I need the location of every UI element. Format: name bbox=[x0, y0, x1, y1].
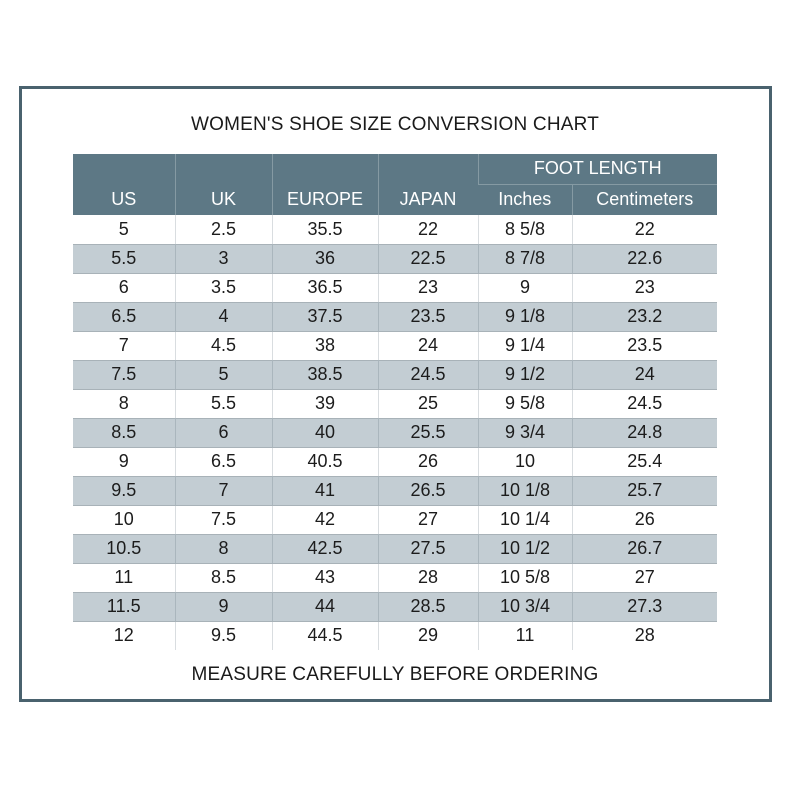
col-header-us: US bbox=[73, 154, 175, 215]
table-cell: 5.5 bbox=[73, 244, 175, 273]
table-cell: 24 bbox=[378, 331, 478, 360]
table-cell: 36.5 bbox=[272, 273, 378, 302]
table-cell: 29 bbox=[378, 621, 478, 650]
table-cell: 23 bbox=[378, 273, 478, 302]
table-cell: 27.3 bbox=[572, 592, 717, 621]
table-row bbox=[73, 360, 717, 389]
table-cell: 9 1/4 bbox=[478, 331, 572, 360]
table-cell: 10 bbox=[478, 447, 572, 476]
table-row bbox=[73, 476, 717, 505]
table-cell: 37.5 bbox=[272, 302, 378, 331]
table-cell: 24.5 bbox=[572, 389, 717, 418]
table-cell: 6.5 bbox=[175, 447, 272, 476]
table-cell: 9 bbox=[175, 592, 272, 621]
table-cell: 35.5 bbox=[272, 215, 378, 244]
table-cell: 28 bbox=[378, 563, 478, 592]
table-cell: 11 bbox=[73, 563, 175, 592]
table-cell: 6 bbox=[73, 273, 175, 302]
table-cell: 27 bbox=[572, 563, 717, 592]
table-cell: 8 5/8 bbox=[478, 215, 572, 244]
table-cell: 22 bbox=[378, 215, 478, 244]
table-cell: 5 bbox=[175, 360, 272, 389]
table-cell: 10 1/8 bbox=[478, 476, 572, 505]
table-cell: 23.5 bbox=[378, 302, 478, 331]
table-cell: 9 1/2 bbox=[478, 360, 572, 389]
table-cell: 10.5 bbox=[73, 534, 175, 563]
table-cell: 9.5 bbox=[73, 476, 175, 505]
table-cell: 22.5 bbox=[378, 244, 478, 273]
table-cell: 23.2 bbox=[572, 302, 717, 331]
table-cell: 6.5 bbox=[73, 302, 175, 331]
table-cell: 8.5 bbox=[175, 563, 272, 592]
table-row bbox=[73, 447, 717, 476]
table-cell: 10 1/4 bbox=[478, 505, 572, 534]
table-cell: 10 5/8 bbox=[478, 563, 572, 592]
table-row bbox=[73, 534, 717, 563]
table-cell: 2.5 bbox=[175, 215, 272, 244]
table-cell: 4.5 bbox=[175, 331, 272, 360]
table-cell: 7 bbox=[73, 331, 175, 360]
table-body bbox=[73, 215, 717, 650]
table-row bbox=[73, 215, 717, 244]
table-cell: 25.5 bbox=[378, 418, 478, 447]
table-cell: 9 bbox=[478, 273, 572, 302]
table-cell: 8.5 bbox=[73, 418, 175, 447]
table-cell: 25.4 bbox=[572, 447, 717, 476]
table-cell: 9 1/8 bbox=[478, 302, 572, 331]
table-cell: 7 bbox=[175, 476, 272, 505]
header-row-group bbox=[73, 154, 717, 184]
table-row bbox=[73, 418, 717, 447]
table-row bbox=[73, 505, 717, 534]
table-cell: 28 bbox=[572, 621, 717, 650]
table-cell: 39 bbox=[272, 389, 378, 418]
table-cell: 10 bbox=[73, 505, 175, 534]
table-row bbox=[73, 389, 717, 418]
table-row bbox=[73, 563, 717, 592]
table-row bbox=[73, 331, 717, 360]
table-cell: 27.5 bbox=[378, 534, 478, 563]
table-cell: 24 bbox=[572, 360, 717, 389]
table-row bbox=[73, 273, 717, 302]
col-header-uk: UK bbox=[175, 154, 272, 215]
table-cell: 43 bbox=[272, 563, 378, 592]
table-cell: 23 bbox=[572, 273, 717, 302]
table-cell: 27 bbox=[378, 505, 478, 534]
col-header-inches: Inches bbox=[478, 184, 572, 215]
table-cell: 40.5 bbox=[272, 447, 378, 476]
table-cell: 4 bbox=[175, 302, 272, 331]
table-cell: 12 bbox=[73, 621, 175, 650]
table-cell: 8 7/8 bbox=[478, 244, 572, 273]
table-cell: 38 bbox=[272, 331, 378, 360]
col-header-centimeters: Centimeters bbox=[572, 184, 717, 215]
table-cell: 26 bbox=[378, 447, 478, 476]
table-cell: 6 bbox=[175, 418, 272, 447]
table-cell: 9 bbox=[73, 447, 175, 476]
col-header-europe: EUROPE bbox=[272, 154, 378, 215]
table-cell: 26 bbox=[572, 505, 717, 534]
col-group-header-foot-length: FOOT LENGTH bbox=[478, 154, 717, 184]
table-cell: 36 bbox=[272, 244, 378, 273]
chart-frame bbox=[19, 86, 772, 702]
table-cell: 44.5 bbox=[272, 621, 378, 650]
table-cell: 11.5 bbox=[73, 592, 175, 621]
table-cell: 7.5 bbox=[73, 360, 175, 389]
table-cell: 44 bbox=[272, 592, 378, 621]
table-cell: 8 bbox=[73, 389, 175, 418]
table-cell: 10 1/2 bbox=[478, 534, 572, 563]
table-cell: 11 bbox=[478, 621, 572, 650]
table-header bbox=[73, 154, 717, 215]
table-cell: 26.7 bbox=[572, 534, 717, 563]
footer-note: MEASURE CAREFULLY BEFORE ORDERING bbox=[191, 664, 599, 685]
table-row bbox=[73, 621, 717, 650]
table-cell: 28.5 bbox=[378, 592, 478, 621]
table-cell: 24.5 bbox=[378, 360, 478, 389]
table-cell: 26.5 bbox=[378, 476, 478, 505]
table-cell: 42 bbox=[272, 505, 378, 534]
table-cell: 25 bbox=[378, 389, 478, 418]
table-cell: 25.7 bbox=[572, 476, 717, 505]
table-row bbox=[73, 244, 717, 273]
table-cell: 41 bbox=[272, 476, 378, 505]
table-cell: 9.5 bbox=[175, 621, 272, 650]
table-cell: 23.5 bbox=[572, 331, 717, 360]
table-row bbox=[73, 302, 717, 331]
table-cell: 22.6 bbox=[572, 244, 717, 273]
chart-title: WOMEN'S SHOE SIZE CONVERSION CHART bbox=[190, 114, 600, 135]
table-cell: 8 bbox=[175, 534, 272, 563]
table-cell: 9 5/8 bbox=[478, 389, 572, 418]
table-cell: 5 bbox=[73, 215, 175, 244]
table-cell: 40 bbox=[272, 418, 378, 447]
table-cell: 22 bbox=[572, 215, 717, 244]
table-cell: 3 bbox=[175, 244, 272, 273]
table-cell: 9 3/4 bbox=[478, 418, 572, 447]
size-conversion-table bbox=[73, 154, 717, 650]
table-cell: 10 3/4 bbox=[478, 592, 572, 621]
table-cell: 24.8 bbox=[572, 418, 717, 447]
table-cell: 38.5 bbox=[272, 360, 378, 389]
table-row bbox=[73, 592, 717, 621]
table-cell: 42.5 bbox=[272, 534, 378, 563]
col-header-japan: JAPAN bbox=[378, 154, 478, 215]
table-cell: 5.5 bbox=[175, 389, 272, 418]
table-cell: 7.5 bbox=[175, 505, 272, 534]
table-cell: 3.5 bbox=[175, 273, 272, 302]
